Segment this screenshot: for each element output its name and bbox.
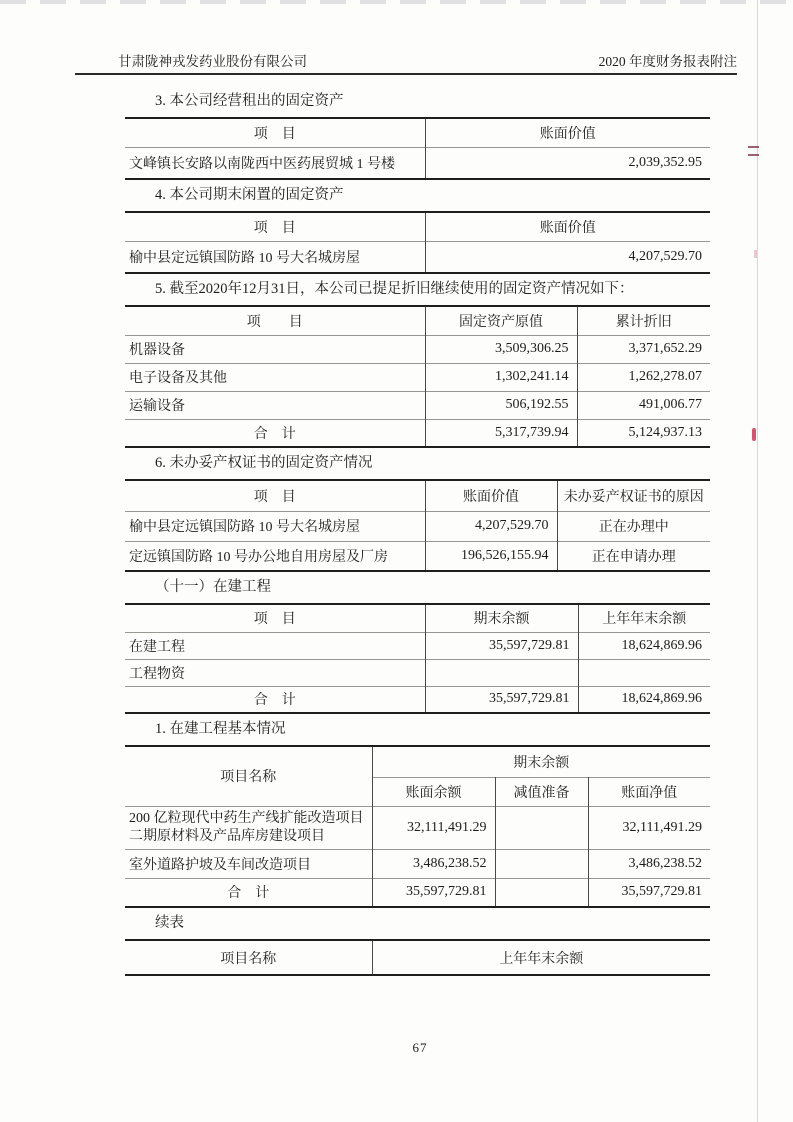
cell-total-value: 35,597,729.81 bbox=[588, 878, 710, 907]
cell-value: 4,207,529.70 bbox=[425, 511, 557, 541]
cell-value: 32,111,491.29 bbox=[372, 806, 495, 849]
cell-total-value: 5,317,739.94 bbox=[425, 419, 577, 447]
cell-value bbox=[578, 659, 710, 686]
company-name: 甘肃陇神戎发药业股份有限公司 bbox=[118, 54, 307, 69]
table-total-row bbox=[125, 686, 710, 713]
col-header-item: 项 目 bbox=[125, 306, 425, 335]
page-header bbox=[75, 50, 737, 70]
table-total-row bbox=[125, 419, 710, 447]
table-row bbox=[125, 632, 710, 659]
col-header-ending-balance: 期末余额 bbox=[425, 604, 578, 632]
cell-item: 工程物资 bbox=[125, 659, 425, 686]
table-cip-details bbox=[125, 745, 710, 908]
col-header-project-name: 项目名称 bbox=[125, 940, 372, 975]
table-row bbox=[125, 806, 710, 849]
table-row bbox=[125, 541, 710, 571]
col-header-book-value: 账面价值 bbox=[539, 126, 596, 142]
table-construction-in-progress bbox=[125, 603, 710, 714]
table-fully-depreciated-assets bbox=[125, 305, 710, 448]
col-header-net-value: 账面净值 bbox=[588, 777, 710, 806]
table-row bbox=[125, 391, 710, 419]
cell-value: 4,207,529.70 bbox=[425, 241, 710, 273]
scan-mark bbox=[754, 250, 757, 258]
scan-mark bbox=[752, 428, 756, 441]
col-header-book-balance: 账面余额 bbox=[372, 777, 495, 806]
page-number: 67 bbox=[412, 1040, 428, 1055]
col-header-project-name: 项目名称 bbox=[125, 746, 372, 806]
cell-value: 506,192.55 bbox=[425, 391, 577, 419]
table-row bbox=[125, 849, 710, 878]
table-row bbox=[125, 659, 710, 686]
table-row bbox=[125, 147, 710, 179]
cell-item: 运输设备 bbox=[125, 391, 425, 419]
scan-edge-line bbox=[757, 0, 758, 1122]
cell-total-value: 18,624,869.96 bbox=[578, 686, 710, 713]
col-header-item: 项 目 bbox=[125, 118, 425, 147]
table-row bbox=[125, 335, 710, 363]
cell-total-value: 5,124,937.13 bbox=[577, 419, 710, 447]
col-header-original-value: 固定资产原值 bbox=[425, 306, 577, 335]
section-heading-5: 5. 截至2020年12月31日，本公司已提足折旧继续使用的固定资产情况如下： bbox=[155, 281, 634, 297]
table-idle-fixed-assets bbox=[125, 211, 710, 274]
cell-total-label: 合 计 bbox=[125, 419, 425, 447]
cell-value: 196,526,155.94 bbox=[425, 541, 557, 571]
col-header-prior-year-balance: 上年年末余额 bbox=[602, 612, 687, 628]
cell-total-value: 35,597,729.81 bbox=[425, 686, 578, 713]
cell-total-value bbox=[495, 878, 588, 907]
cell-project-name: 200 亿粒现代中药生产线扩能改造项目二期原材料及产品库房建设项目 bbox=[125, 806, 372, 849]
cell-total-label: 合 计 bbox=[125, 878, 372, 907]
col-header-item: 项 目 bbox=[125, 604, 425, 632]
cell-item: 机器设备 bbox=[125, 335, 425, 363]
cell-item: 定远镇国防路 10 号办公地自用房屋及厂房 bbox=[125, 541, 425, 571]
cell-value: 3,509,306.25 bbox=[425, 335, 577, 363]
col-header-reason: 未办妥产权证书的原因 bbox=[563, 489, 704, 505]
col-header-impairment: 减值准备 bbox=[495, 777, 588, 806]
cell-value: 35,597,729.81 bbox=[425, 632, 578, 659]
cell-item: 在建工程 bbox=[125, 632, 425, 659]
cell-value bbox=[495, 849, 588, 878]
cell-total-label: 合 计 bbox=[125, 686, 425, 713]
cell-value: 18,624,869.96 bbox=[578, 632, 710, 659]
table-no-title-certificate bbox=[125, 479, 710, 572]
cell-total-value: 35,597,729.81 bbox=[372, 878, 495, 907]
section-heading-11: （十一）在建工程 bbox=[155, 579, 271, 595]
cell-value: 1,262,278.07 bbox=[577, 363, 710, 391]
section-heading-6: 6. 未办妥产权证书的固定资产情况 bbox=[155, 455, 373, 471]
section-heading-4: 4. 本公司期末闲置的固定资产 bbox=[155, 187, 344, 203]
col-header-item: 项 目 bbox=[125, 480, 425, 511]
continued-table-label: 续表 bbox=[155, 915, 184, 931]
table-row bbox=[125, 511, 710, 541]
col-header-prior-year-balance: 上年年末余额 bbox=[499, 951, 584, 967]
col-header-accum-depreciation: 累计折旧 bbox=[615, 314, 672, 330]
cell-value: 2,039,352.95 bbox=[425, 147, 710, 179]
table-total-row bbox=[125, 878, 710, 907]
cell-value: 3,486,238.52 bbox=[588, 849, 710, 878]
cell-item: 榆中县定远镇国防路 10 号大名城房屋 bbox=[125, 511, 425, 541]
col-header-item: 项 目 bbox=[125, 212, 425, 241]
cell-project-name: 室外道路护坡及车间改造项目 bbox=[125, 849, 372, 878]
table-cip-continued bbox=[125, 939, 710, 976]
col-header-book-value: 账面价值 bbox=[539, 220, 596, 236]
cell-value: 3,371,652.29 bbox=[577, 335, 710, 363]
cell-item: 文峰镇长安路以南陇西中医药展贸城 1 号楼 bbox=[125, 147, 425, 179]
header-divider bbox=[75, 73, 737, 75]
cell-value: 1,302,241.14 bbox=[425, 363, 577, 391]
cell-value: 3,486,238.52 bbox=[372, 849, 495, 878]
cell-reason: 正在办理中 bbox=[557, 511, 710, 541]
section-heading-3: 3. 本公司经营租出的固定资产 bbox=[155, 93, 344, 109]
scan-edge-artifact bbox=[0, 0, 793, 4]
cell-value: 491,006.77 bbox=[577, 391, 710, 419]
doc-title: 2020 年度财务报表附注 bbox=[598, 54, 737, 69]
section-heading-11-1: 1. 在建工程基本情况 bbox=[155, 721, 286, 737]
cell-value: 32,111,491.29 bbox=[588, 806, 710, 849]
col-header-book-value: 账面价值 bbox=[425, 480, 557, 511]
table-row bbox=[125, 241, 710, 273]
cell-value bbox=[495, 806, 588, 849]
cell-value bbox=[425, 659, 578, 686]
cell-item: 电子设备及其他 bbox=[125, 363, 425, 391]
cell-item: 榆中县定远镇国防路 10 号大名城房屋 bbox=[125, 241, 425, 273]
table-row bbox=[125, 363, 710, 391]
cell-reason: 正在申请办理 bbox=[557, 541, 710, 571]
scan-mark bbox=[748, 146, 759, 156]
group-header-ending-balance: 期末余额 bbox=[513, 755, 570, 771]
page-content bbox=[125, 86, 710, 979]
table-rented-fixed-assets bbox=[125, 117, 710, 180]
